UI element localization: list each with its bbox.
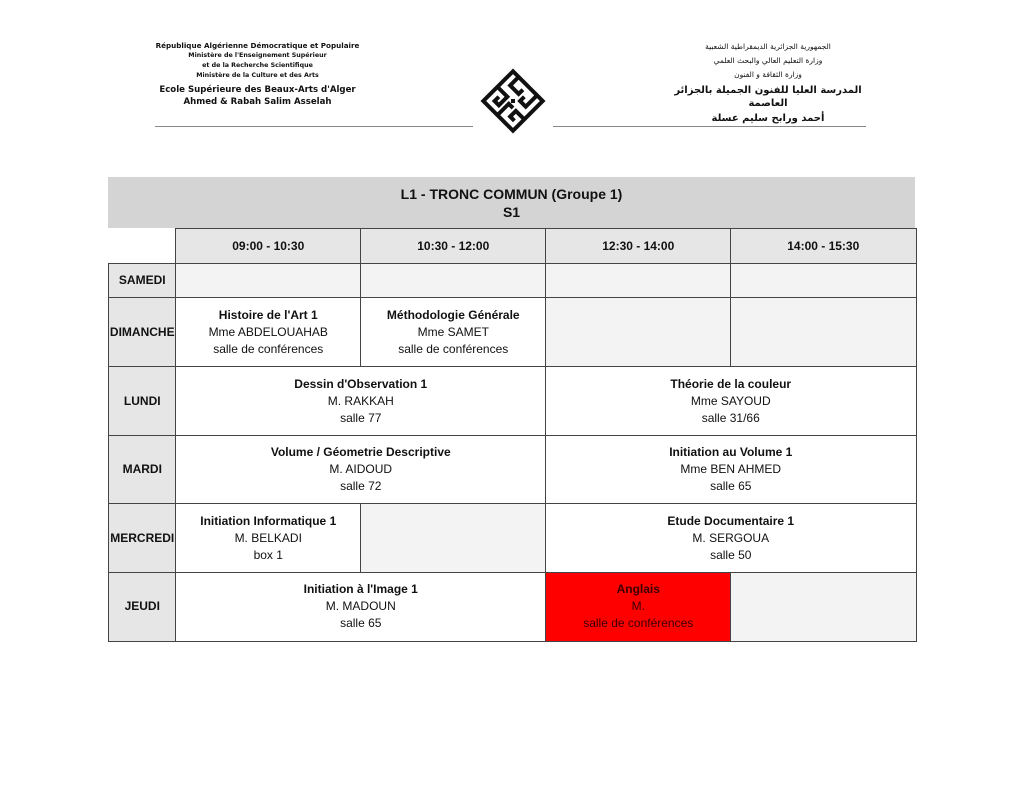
course-name: Théorie de la couleur <box>670 376 792 391</box>
time-slot-label: 10:30 - 12:00 <box>417 238 490 253</box>
time-slot-label: 14:00 - 15:30 <box>787 238 860 253</box>
course-cell[interactable] <box>545 435 917 505</box>
course-teacher: Mme ABDELOUAHAB <box>208 324 328 339</box>
day-label-cell <box>108 263 177 299</box>
course-name: Initiation au Volume 1 <box>669 445 793 460</box>
empty-slot[interactable] <box>545 263 732 299</box>
course-teacher: Mme BEN AHMED <box>680 462 782 477</box>
ministry-culture-ar: وزارة الثقافة و الفنون <box>734 70 802 79</box>
course-cell-highlighted[interactable] <box>545 572 732 642</box>
course-name: Initiation Informatique 1 <box>200 513 337 528</box>
republic-ar: الجمهورية الجزائرية الديمقراطية الشعبية <box>705 42 831 51</box>
course-teacher: M. BELKADI <box>234 530 302 545</box>
day-label-cell <box>108 503 177 574</box>
course-room: salle 31/66 <box>701 410 760 425</box>
time-slot-label: 09:00 - 10:30 <box>232 238 305 253</box>
timetable-title-band <box>108 177 915 228</box>
ministry-culture-fr: Ministère de la Culture et des Arts <box>196 72 319 79</box>
course-cell[interactable] <box>175 572 547 642</box>
empty-slot[interactable] <box>545 297 732 368</box>
course-cell[interactable] <box>175 366 547 437</box>
time-slot-header <box>175 228 362 265</box>
course-room: salle de conférences <box>583 616 694 631</box>
course-room: box 1 <box>253 547 283 562</box>
time-slot-header <box>545 228 732 265</box>
day-label: MERCREDI <box>110 530 175 545</box>
course-room: salle 50 <box>710 547 752 562</box>
ministry-research-fr: et de la Recherche Scientifique <box>202 62 313 69</box>
empty-slot[interactable] <box>730 297 917 368</box>
course-cell[interactable] <box>360 297 547 368</box>
course-room: salle 77 <box>340 410 382 425</box>
empty-slot[interactable] <box>360 263 547 299</box>
school-dedication-fr: Ahmed & Rabah Salim Asselah <box>183 96 332 107</box>
header-divider-right <box>553 126 866 127</box>
course-cell[interactable] <box>175 435 547 505</box>
course-room: salle de conférences <box>213 341 324 356</box>
ministry-higher-ed-ar: وزارة التعليم العالي والبحث العلمي <box>713 56 823 65</box>
republic-fr: République Algérienne Démocratique et Populaire <box>155 41 360 50</box>
school-name-ar: المدرسة العليا للفنون الجميلة بالجزائر العاصمة <box>674 85 862 109</box>
course-teacher: M. RAKKAH <box>327 393 394 408</box>
timetable-title: L1 - TRONC COMMUN (Groupe 1) <box>400 186 623 202</box>
empty-slot[interactable] <box>175 263 362 299</box>
course-teacher: M. MADOUN <box>325 599 396 614</box>
course-teacher: M. AIDOUD <box>329 462 393 477</box>
day-label-cell <box>108 366 177 437</box>
empty-slot[interactable] <box>730 263 917 299</box>
empty-slot[interactable] <box>360 503 547 574</box>
day-label-cell <box>108 435 177 505</box>
time-slot-header <box>730 228 917 265</box>
course-name: Histoire de l'Art 1 <box>218 307 318 322</box>
header-right-institution <box>668 40 868 125</box>
day-label: MARDI <box>122 462 162 477</box>
course-cell[interactable] <box>175 297 362 368</box>
course-name: Méthodologie Générale <box>386 307 520 322</box>
course-name: Volume / Géometrie Descriptive <box>270 445 451 460</box>
kufic-square-logo-icon <box>478 66 548 136</box>
ministry-higher-ed-fr: Ministère de l'Enseignement Supérieur <box>188 52 327 59</box>
day-label: DIMANCHE <box>109 324 175 339</box>
course-cell[interactable] <box>545 366 917 437</box>
course-name: Initiation à l'Image 1 <box>303 582 418 597</box>
day-label: SAMEDI <box>118 273 166 288</box>
course-teacher: M. SERGOUA <box>692 530 770 545</box>
header-left-institution <box>150 40 365 108</box>
course-name: Anglais <box>616 582 660 597</box>
day-label-cell <box>108 572 177 642</box>
course-name: Etude Documentaire 1 <box>667 513 795 528</box>
time-slot-header <box>360 228 547 265</box>
header-divider-left <box>155 126 473 127</box>
time-slot-label: 12:30 - 14:00 <box>602 238 675 253</box>
day-label: JEUDI <box>124 599 160 614</box>
day-label-cell <box>108 297 177 368</box>
empty-slot[interactable] <box>730 572 917 642</box>
course-cell[interactable] <box>175 503 362 574</box>
course-room: salle 65 <box>340 616 382 631</box>
semester-label: S1 <box>502 204 521 220</box>
course-room: salle de conférences <box>398 341 509 356</box>
course-room: salle 65 <box>710 479 752 494</box>
course-teacher: M. <box>631 599 645 614</box>
school-dedication-ar: أحمد ورابح سليم عسلة <box>711 113 825 124</box>
day-label: LUNDI <box>123 393 161 408</box>
course-room: salle 72 <box>340 479 382 494</box>
course-name: Dessin d'Observation 1 <box>294 376 428 391</box>
school-name-fr: Ecole Supérieure des Beaux-Arts d'Alger <box>159 85 356 95</box>
course-cell[interactable] <box>545 503 917 574</box>
course-teacher: Mme SAMET <box>417 324 489 339</box>
course-teacher: Mme SAYOUD <box>690 393 771 408</box>
